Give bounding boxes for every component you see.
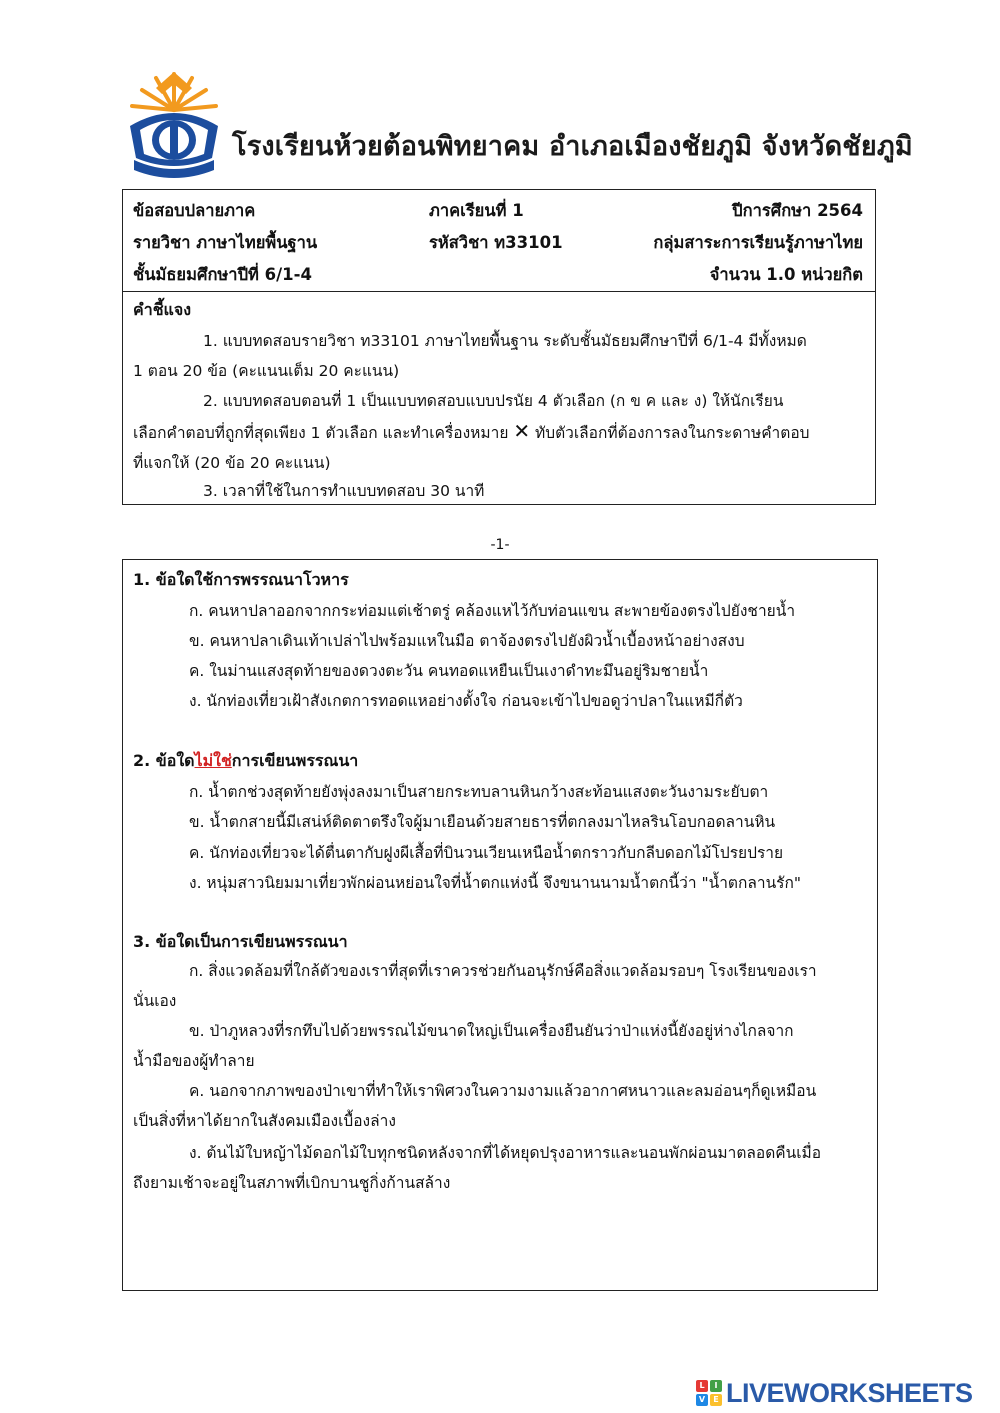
exam-header-box [122,189,876,505]
grade-level: ชั้นมัธยมศึกษาปีที่ 6/1-4 [133,265,312,284]
liveworksheets-text: LIVEWORKSHEETS [726,1377,973,1408]
header-row-1 [133,198,863,228]
academic-year: ปีการศึกษา 2564 [732,201,863,220]
question-1-option-d[interactable]: ง. นักท่องเที่ยวเฝ้าสังเกตการทอดแหอย่างตั้งใจ ก่อนจะเข้าไปขอดูว่าปลาในแหมีกี่ตัว [189,692,743,710]
logo-block-e: E [710,1394,722,1406]
instructions-title: คำชี้แจง [133,300,192,319]
questions-box [122,559,878,1291]
question-3-option-b[interactable]: ข. ป่าภูหลวงที่รกทึบไปด้วยพรรณไม้ขนาดใหญ่เป็นเครื่องยืนยันว่าป่าแห่งนี้ยังอยู่ห่างไกลจาก น้ำมือของผู้ทำลาย [133,1022,794,1070]
question-1-option-c[interactable]: ค. ในม่านแสงสุดท้ายของดวงตะวัน คนทอดแหยืนเป็นเงาดำทะมึนอยู่ริมชายน้ำ [189,662,709,680]
liveworksheets-logo [696,1378,973,1408]
semester: ภาคเรียนที่ 1 [429,201,524,220]
logo-block-v: V [696,1394,708,1406]
question-3-option-d[interactable]: ง. ต้นไม้ใบหญ้าไม้ดอกไม้ใบทุกชนิดหลังจากที่ได้หยุดปรุงอาหารและนอนพักผ่อนมาตลอดคืนเมื่อ ถึงยามเช้าจะอยู่ในสภาพที่เบิกบานชูกิ่งก้านสล้าง [133,1144,822,1192]
learning-area: กลุ่มสาระการเรียนรู้ภาษาไทย [653,233,863,252]
school-title: โรงเรียนห้วยต้อนพิทยาคม อำเภอเมืองชัยภูมิ จังหวัดชัยภูมิ [232,131,913,162]
header-row-2 [133,230,863,260]
instruction-item-2: 2. แบบทดสอบตอนที่ 1 เป็นแบบทดสอบแบบปรนัย 4 ตัวเลือก (ก ข ค และ ง) ให้นักเรียน เลือกคำตอบที่ถูกที่สุดเพียง 1 ตัวเลือก และทำเครื่องหมาย ✕ ทับตัวเลือกที่ต้องการลงในกระดาษคำตอบ ที่แจกให้ (20 ข้อ 20 คะแนน) [133,392,810,472]
question-2-option-b[interactable]: ข. น้ำตกสายนี้มีเสน่ห์ติดตาตรึงใจผู้มาเยือนด้วยสายธารที่ตกลงมาไหลรินโอบกอดลานหิน [189,813,776,831]
header-row-3 [133,262,863,292]
instruction-item-3: 3. เวลาที่ใช้ในการทำแบบทดสอบ 30 นาที [203,482,485,500]
header-divider [123,291,875,292]
liveworksheets-blocks-icon [696,1380,722,1406]
question-2-option-d[interactable]: ง. หนุ่มสาวนิยมมาเที่ยวพักผ่อนหย่อนใจที่น้ำตกแห่งนี้ จึงขนานนามน้ำตกนี้ว่า "น้ำตกลานรัก" [189,874,802,892]
negation-word: ไม่ใช่ [194,751,232,770]
question-3-option-c[interactable]: ค. นอกจากภาพของป่าเขาที่ทำให้เราพิศวงในความงามแล้วอากาศหนาวและลมอ่อนๆก็ดูเหมือน เป็นสิ่งที่หาได้ยากในสังคมเมืองเบื้องล่าง [133,1082,817,1130]
question-2-title: 2. ข้อใดไม่ใช่การเขียนพรรณนา [133,751,359,770]
logo-block-l: L [696,1380,708,1392]
question-3-title: 3. ข้อใดเป็นการเขียนพรรณนา [133,932,348,951]
question-1-option-a[interactable]: ก. คนหาปลาออกจากกระท่อมแต่เช้าตรู่ คล้องแหไว้กับท่อนแขน สะพายข้องตรงไปยังชายน้ำ [189,602,796,620]
subject-code: รหัสวิชา ท33101 [429,233,563,252]
question-2-option-a[interactable]: ก. น้ำตกช่วงสุดท้ายยังพุ่งลงมาเป็นสายกระทบลานหินกว้างสะท้อนแสงตะวันงามระยับตา [189,783,769,801]
page-number: -1- [490,537,510,553]
exam-type: ข้อสอบปลายภาค [133,201,256,220]
instruction-item-1: 1. แบบทดสอบรายวิชา ท33101 ภาษาไทยพื้นฐาน ระดับชั้นมัธยมศึกษาปีที่ 6/1-4 มีทั้งหมด 1 ตอน 20 ข้อ (คะแนนเต็ม 20 คะแนน) [133,332,807,380]
question-3-option-a[interactable]: ก. สิ่งแวดล้อมที่ใกล้ตัวของเราที่สุดที่เราควรช่วยกันอนุรักษ์คือสิ่งแวดล้อมรอบๆ โรงเรียนของเรา นั่นเอง [133,962,817,1010]
cross-mark-icon: ✕ [513,419,531,443]
credits: จำนวน 1.0 หน่วยกิต [709,265,863,284]
question-1-option-b[interactable]: ข. คนหาปลาเดินเท้าเปล่าไปพร้อมแหในมือ ตาจ้องตรงไปยังผิวน้ำเบื้องหน้าอย่างสงบ [189,632,745,650]
school-emblem-icon [126,70,222,180]
subject-name: รายวิชา ภาษาไทยพื้นฐาน [133,233,318,252]
logo-block-i: I [710,1380,722,1392]
question-2-option-c[interactable]: ค. นักท่องเที่ยวจะได้ตื่นตากับฝูงผีเสื้อที่บินวนเวียนเหนือน้ำตกราวกับกลีบดอกไม้โปรยปราย [189,844,784,862]
school-logo [126,70,222,180]
question-1-title: 1. ข้อใดใช้การพรรณนาโวหาร [133,570,349,589]
